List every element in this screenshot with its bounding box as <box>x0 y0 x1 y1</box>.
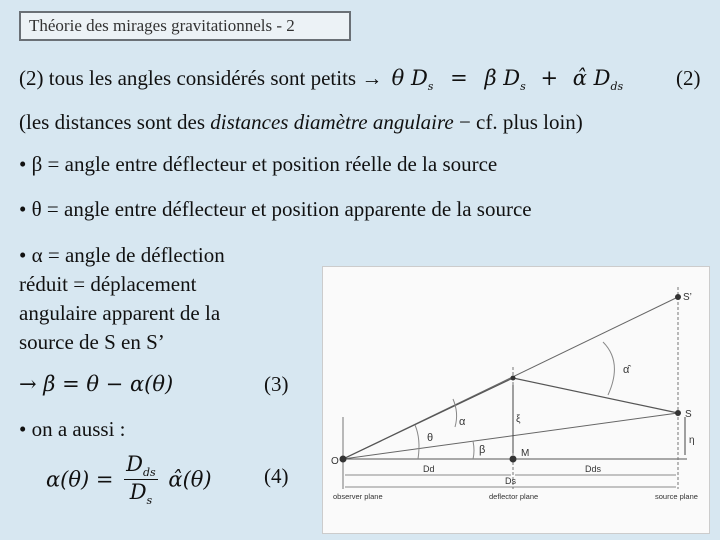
bullet-alpha-line-2: réduit = déplacement <box>19 272 197 296</box>
alpha-arc <box>453 399 457 427</box>
bullet-alpha-line-3: angulaire apparent de la <box>19 301 221 325</box>
equation-4-number: (4) <box>264 464 289 488</box>
image-point <box>675 294 681 300</box>
label-alpha: α <box>459 416 466 428</box>
line-small-angles <box>19 66 623 93</box>
label-beta: β <box>479 444 486 456</box>
source-point <box>675 410 681 416</box>
equation-2: θ $D_s = \beta$ $D_s$ + α̂ $D_{ds}$ <box>391 66 624 93</box>
equation-3-number: (3) <box>264 372 289 396</box>
label-Dd: Dd <box>423 464 435 474</box>
equation-4-fraction: $\frac{D_{ds}}{D_s}$ <box>126 452 156 507</box>
bullet-alpha-line-1: • α = angle de déflection <box>19 243 225 267</box>
deflection-point <box>511 376 516 381</box>
beta-arc <box>473 441 474 459</box>
bullet-theta: • θ = angle entre déflecteur et position apparente de la source <box>19 197 532 221</box>
label-O: O <box>331 456 339 467</box>
label-Ds: Ds <box>505 476 516 486</box>
theta-arc <box>415 425 419 459</box>
deflector-center-point <box>510 456 517 463</box>
label-S: S <box>685 409 692 420</box>
bullet-alpha-line-4: source de S en S’ <box>19 330 165 354</box>
deflection-angle-arc <box>603 342 614 395</box>
equation-2-number: (2) <box>676 66 701 90</box>
label-observer-plane: observer plane <box>333 492 383 501</box>
equation-3: → β = θ − α(θ) <box>19 372 174 396</box>
label-eta: η <box>689 435 695 446</box>
label-S-prime: S’ <box>683 292 692 303</box>
label-alpha-hat: α̂ <box>623 364 630 376</box>
bullet-beta: • β = angle entre déflecteur et position réelle de la source <box>19 152 498 176</box>
label-Dds: Dds <box>585 464 602 474</box>
observer-point <box>340 456 347 463</box>
ray-deflector-source <box>513 378 678 413</box>
lensing-diagram-svg <box>323 267 709 533</box>
also-text: • on a aussi : <box>19 417 126 441</box>
true-direction-ray <box>343 413 678 459</box>
label-source-plane: source plane <box>655 492 698 501</box>
equation-4: α(θ) = $\frac{D_{ds}}{D_s}$ α̂(θ) <box>46 452 212 507</box>
lensing-diagram <box>322 266 710 534</box>
label-deflector-plane: deflector plane <box>489 492 539 501</box>
slide-title: Théorie des mirages gravitationnels - 2 <box>19 11 351 41</box>
line-distances: (les distances sont des distances diamètre angulaire − cf. plus loin) <box>19 110 583 134</box>
small-angles-text: (2) tous les angles considérés sont petits → <box>19 66 383 90</box>
label-xi: ξ <box>516 414 521 425</box>
label-theta: θ <box>427 432 434 444</box>
label-M: M <box>521 448 530 459</box>
